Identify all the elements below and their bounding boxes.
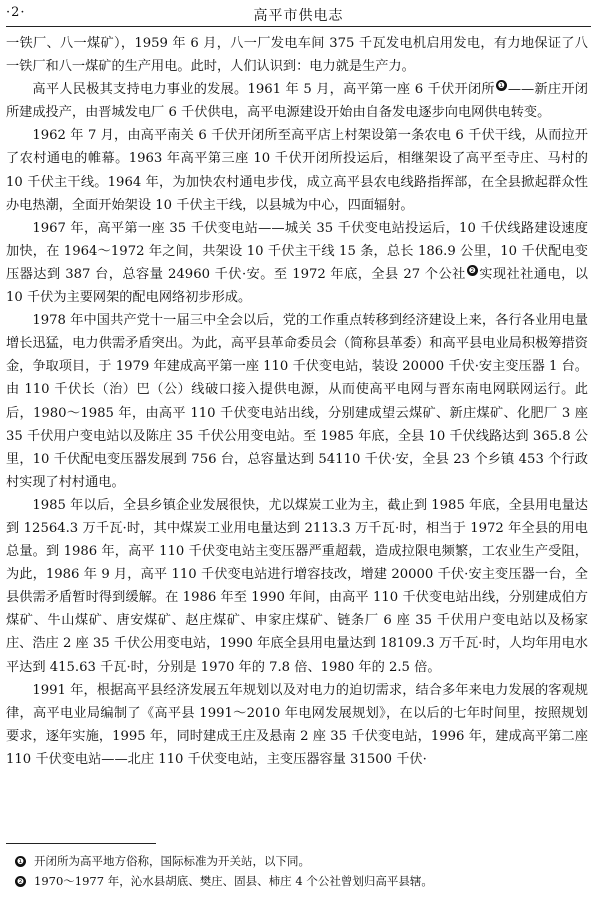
paragraph-text: 实现社社通电，以 10 千伏为主要网架的配电网络初步形成。 bbox=[6, 266, 588, 306]
footnote-rule bbox=[6, 843, 156, 844]
paragraph-text: ——新庄开闭所建成投产，由晋城发电厂 6 千伏供电，高平电源建设开始由自备发电逐步向电网供电转变。 bbox=[6, 82, 588, 121]
footnote-text: 1970～1977 年，沁水县胡底、樊庄、固县、柿庄 4 个公社曾划归高平县辖。 bbox=[34, 874, 433, 888]
body-text bbox=[6, 32, 588, 771]
paragraph-1961-switching-station bbox=[6, 78, 588, 124]
paragraph-text: 高平人民极其支持电力事业的发展。1961 年 5 月，高平第一座 6 千伏开闭所 bbox=[32, 82, 495, 98]
page-number: ·2· bbox=[6, 5, 26, 20]
paragraph-continuation: 一铁厂、八一煤矿），1959 年 6 月，八一厂发电车间 375 千瓦发电机启用发电，有力地保证了八一铁厂和八一煤矿的生产用电。此时，人们认识到：电力就是生产力。 bbox=[6, 36, 588, 75]
paragraph-1985-growth: 1985 年以后，全县乡镇企业发展很快，尤以煤炭工业为主，截止到 1985 年底，全县用电量达到 12564.3 万千瓦·时，其中煤炭工业用电量达到 2113.3 万千瓦·时，相当于 1972 年全县的用电总量。到 1986 年，高平 110 千伏变电站主变压器严重超载，造成拉限电频繁，工农业生产受阻，为此，1986 年 9 月，高平 110 千伏变电站进行增容技改，增建 20000 千伏·安主变压器一台，全县供需矛盾暂时得到缓解。在 1986 年至 1990 年间，由高平 110 千伏变电站出线，分别建成伯方煤矿、牛山煤矿、唐安煤矿、赵庄煤矿、申家庄煤矿、链条厂 6 座 35 千伏用户变电站以及杨家庄、浩庄 2 座 35 千伏公用变电站，1990 年底全县用电量达到 18109.3 万千瓦·时，人均年用电水平达到 415.63 千瓦·时，分别是 1970 年的 7.8 倍、1980 年的 2.5 倍。 bbox=[6, 497, 588, 675]
footnote-2 bbox=[14, 871, 584, 891]
paragraph-1978-reform: 1978 年中国共产党十一届三中全会以后，党的工作重点转移到经济建设上来，各行各业用电量增长迅猛，电力供需矛盾突出。为此，高平县革命委员会（简称县革委）和高平县电业局积极筹措资金，争取项目，于 1979 年建成高平第一座 110 千伏变电站，装设 20000 千伏·安主变压器 1 台。由 110 千伏长（治）巴（公）线破口接入提供电源，从而使高平电网与晋东南电网联网运行。此后，1980～1985 年，由高平 110 千伏变电站出线，分别建成望云煤矿、新庄煤矿、化肥厂 3 座 35 千伏用户变电站以及陈庄 35 千伏公用变电站。至 1985 年底，全县 10 千伏线路达到 365.8 公里，10 千伏配电变压器发展到 756 台，总容量达到 54110 千伏·安，全县 23 个乡镇 453 个行政村实现了村村通电。 bbox=[6, 313, 588, 490]
footnote-marker: ❶ bbox=[16, 857, 25, 866]
footnote-text: 开闭所为高平地方俗称，国际标准为开关站，以下同。 bbox=[34, 854, 310, 868]
paragraph-text: 1967 年，高平第一座 35 千伏变电站——城关 35 千伏变电站投运后，10 千伏线路建设速度加快，在 1964～1972 年之间，共架设 10 千伏主干线 15 条，总长 186.9 公里，10 千伏配电变压器达到 387 台，总容量 24960 千伏·安。至 1972 年底，全县 27 个公社 bbox=[6, 220, 588, 282]
footnote-marker-1: ❶ bbox=[497, 81, 505, 91]
paragraph-1967-substation bbox=[6, 217, 588, 309]
page-header bbox=[6, 2, 591, 28]
footnote-1 bbox=[14, 851, 584, 871]
paragraph-1991-plan: 1991 年，根据高平县经济发展五年规划以及对电力的迫切需求，结合多年来电力发展的客观规律，高平电业局编制了《高平县 1991～2010 年电网发展规划》，在以后的七年时间里，按照规划要求，逐年实施，1995 年，同时建成王庄及悬南 2 座 35 千伏变电站，1996 年，建成高平第二座 110 千伏变电站——北庄 110 千伏变电站，主变压器容量 31500 千伏· bbox=[6, 682, 588, 767]
footnote-marker: ❷ bbox=[16, 877, 25, 886]
footnotes bbox=[14, 851, 584, 891]
footnote-marker-2: ❷ bbox=[468, 265, 476, 275]
paragraph-1962-rural-line: 1962 年 7 月，由高平南关 6 千伏开闭所至高平店上村架设第一条农电 6 千伏干线，从而拉开了农村通电的帷幕。1963 年高平第三座 10 千伏开闭所投运后，相继架设了高平至寺庄、马村的 10 千伏主干线。1964 年，为加快农村通电步伐，成立高平县农电线路指挥部，在全县掀起群众性办电热潮，全面开始架设 10 千伏主干线，以县城为中心，四面辐射。 bbox=[6, 128, 588, 213]
header-rule bbox=[6, 26, 591, 27]
running-title: 高平市供电志 bbox=[253, 8, 344, 24]
